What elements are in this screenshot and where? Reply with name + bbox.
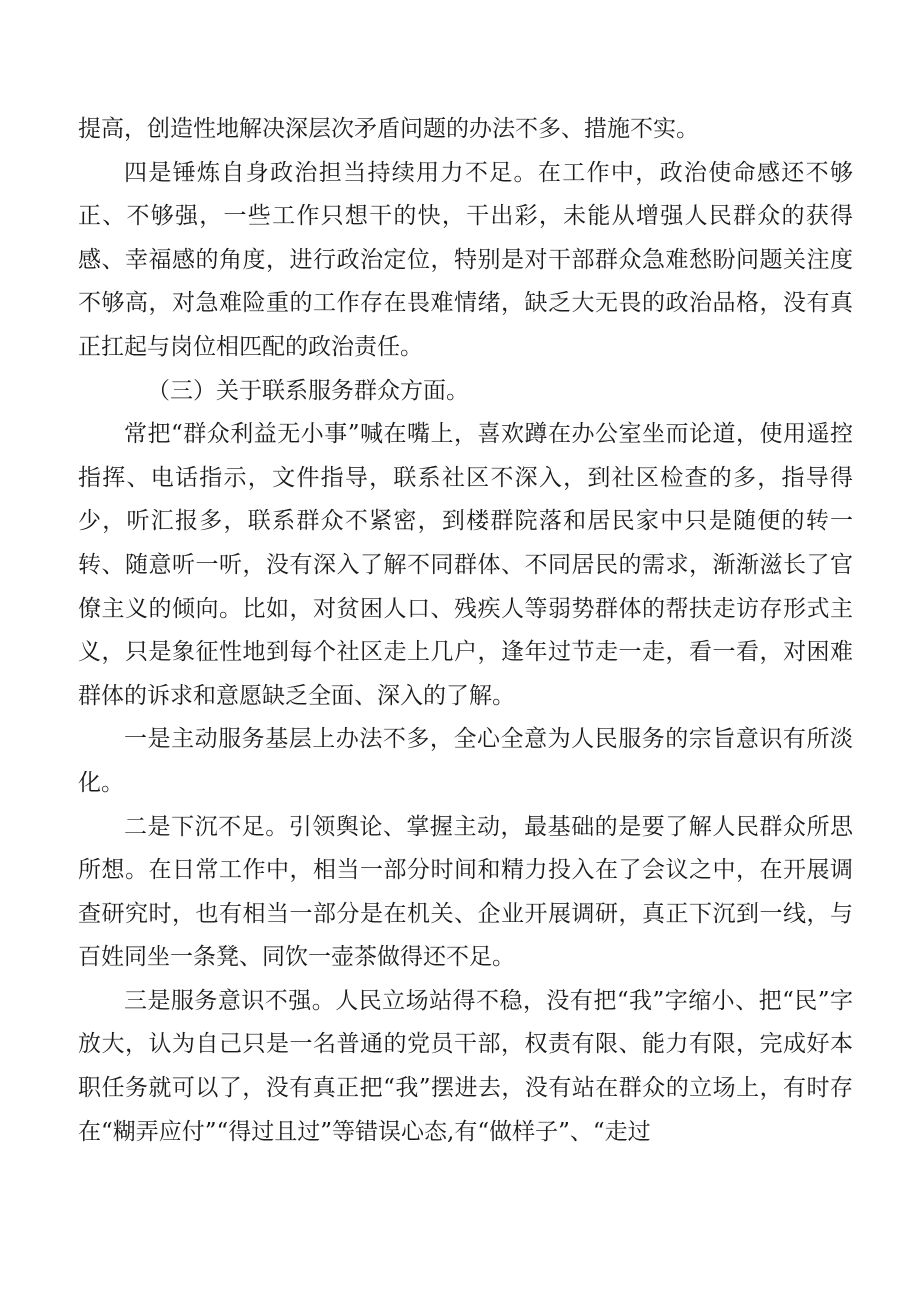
paragraph-point-four: 四是锤炼自身政治担当持续用力不足。在工作中，政治使命感还不够正、不够强，一些工作只想干的快，干出彩，未能从增强人民群众的获得感、幸福感的角度，进行政治定位，特别是对干部群众急难愁盼问题关注度不够高，对急难险重的工作存在畏难情绪，缺乏大无畏的政治品格，没有真正扛起与岗位相匹配的政治责任。 (78, 159, 853, 360)
paragraph-continuation: 提高，创造性地解决深层次矛盾问题的办法不多、措施不实。 (78, 116, 699, 142)
paragraph-point-one: 一是主动服务基层上办法不多，全心全意为人民服务的宗旨意识有所淡化。 (78, 726, 853, 796)
paragraph-point-two: 二是下沉不足。引领舆论、掌握主动，最基础的是要了解人民群众所思所想。在日常工作中，相当一部分时间和精力投入在了会议之中，在开展调查研究时，也有相当一部分是在机关、企业开展调研，真正下沉到一线，与百姓同坐一条凳、同饮一壶茶做得还不足。 (78, 813, 853, 971)
paragraph-overview: 常把“群众利益无小事”喊在嘴上，喜欢蹲在办公室坐而论道，使用遥控指挥、电话指示，文件指导，联系社区不深入，到社区检查的多，指导得少，听汇报多，联系群众不紧密，到楼群院落和居民家中只是随便的转一转、随意听一听，没有深入了解不同群体、不同居民的需求，渐渐滋长了官僚主义的倾向。比如，对贫困人口、残疾人等弱势群体的帮扶走访存形式主义，只是象征性地到每个社区走上几户，逢年过节走一走，看一看，对困难群体的诉求和意愿缺乏全面、深入的了解。 (78, 421, 853, 709)
paragraph-point-three: 三是服务意识不强。人民立场站得不稳，没有把“我”字缩小、把“民”字放大，认为自己只是一名普通的党员干部，权责有限、能力有限，完成好本职任务就可以了，没有真正把“我”摆进去，没有站在群众的立场上，有时存在“糊弄应付”“得过且过”等错误心态,有“做样子”、“走过 (78, 987, 853, 1145)
section-heading-three: （三）关于联系服务群众方面。 (147, 377, 469, 404)
document-body (78, 108, 853, 1154)
